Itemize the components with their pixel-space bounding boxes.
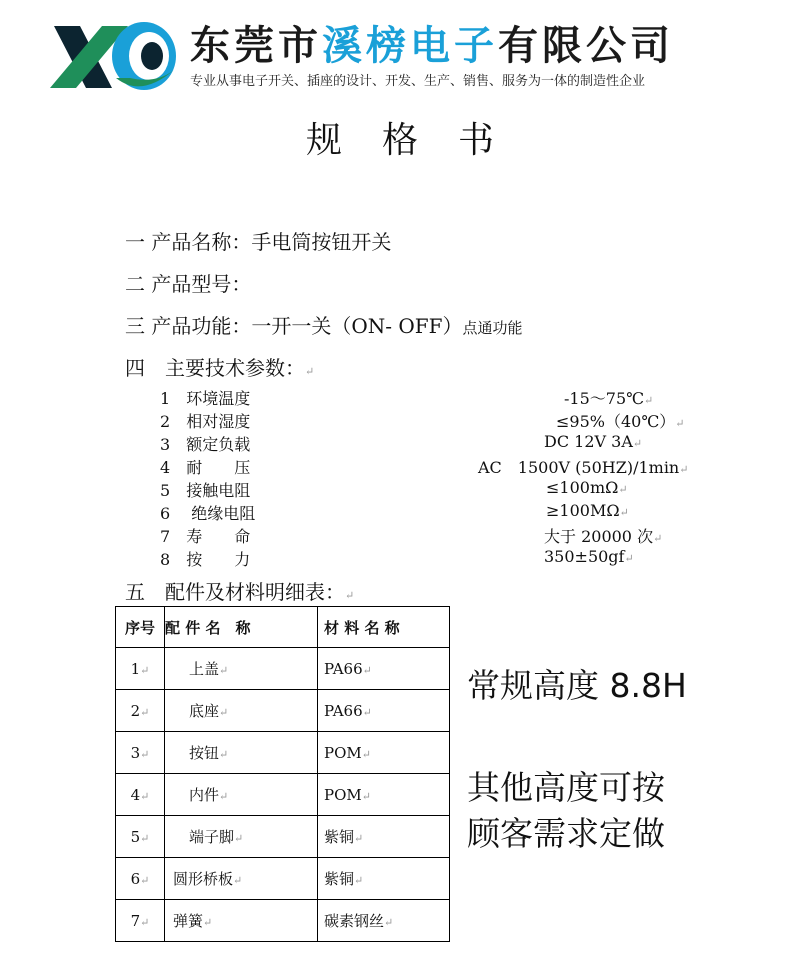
param-row bbox=[160, 501, 255, 524]
document-title: 规格书 bbox=[305, 120, 534, 161]
row-material: 碳素钢丝↵ bbox=[318, 900, 450, 942]
table-row bbox=[116, 774, 450, 816]
row-part: 端子脚↵ bbox=[165, 816, 318, 858]
table-row bbox=[116, 732, 450, 774]
return-mark: ↵ bbox=[305, 365, 315, 378]
row-material: POM↵ bbox=[318, 732, 450, 774]
company-name-highlight: 溪榜电子 bbox=[322, 23, 498, 69]
row-material: PA66↵ bbox=[318, 648, 450, 690]
param-value: ≤95%（40℃）↵ bbox=[556, 412, 685, 431]
section-product-model: 二 产品型号： bbox=[125, 272, 252, 296]
row-part: 上盖↵ bbox=[165, 648, 318, 690]
header-part: 配 件 名 称 bbox=[165, 607, 318, 648]
row-no: 7↵ bbox=[116, 900, 165, 942]
row-part: 按钮↵ bbox=[165, 732, 318, 774]
param-name: 额定负载 bbox=[186, 435, 251, 454]
param-row bbox=[160, 455, 250, 478]
row-no: 2↵ bbox=[116, 690, 165, 732]
param-value: DC 12V 3A↵ bbox=[544, 432, 643, 451]
row-part: 弹簧↵ bbox=[165, 900, 318, 942]
table-row bbox=[116, 858, 450, 900]
row-no: 5↵ bbox=[116, 816, 165, 858]
param-row bbox=[160, 386, 250, 409]
company-name-suffix: 有限公司 bbox=[498, 23, 674, 69]
param-value: 大于 20000 次↵ bbox=[544, 527, 663, 546]
header-no: 序号 bbox=[116, 607, 165, 648]
section-product-function bbox=[125, 310, 523, 339]
technical-params-heading: 四 主要技术参数： bbox=[125, 356, 305, 380]
header-material: 材 料 名 称 bbox=[318, 607, 450, 648]
section-parts-list bbox=[125, 576, 354, 605]
parts-list-heading: 五 配件及材料明细表： bbox=[125, 580, 345, 604]
param-name: 接触电阻 bbox=[186, 481, 251, 500]
param-no: 3 bbox=[160, 435, 171, 454]
row-no: 1↵ bbox=[116, 648, 165, 690]
product-function-note: 点通功能 bbox=[462, 319, 523, 337]
param-row bbox=[160, 547, 250, 570]
param-no: 7 bbox=[160, 527, 171, 546]
row-no: 6↵ bbox=[116, 858, 165, 900]
param-name: 绝缘电阻 bbox=[186, 504, 256, 523]
param-row bbox=[160, 524, 250, 547]
param-no: 4 bbox=[160, 458, 171, 477]
row-part: 圆形桥板↵ bbox=[165, 858, 318, 900]
param-name: 寿 命 bbox=[186, 527, 251, 546]
param-value: ≤100mΩ↵ bbox=[546, 478, 628, 497]
param-value: ≥100MΩ↵ bbox=[546, 501, 629, 520]
table-row bbox=[116, 648, 450, 690]
parts-table bbox=[115, 606, 450, 942]
row-no: 4↵ bbox=[116, 774, 165, 816]
param-no: 2 bbox=[160, 412, 171, 431]
table-header-row bbox=[116, 607, 450, 648]
row-material: PA66↵ bbox=[318, 690, 450, 732]
param-value: AC 1500V (50HZ)/1min↵ bbox=[478, 458, 689, 477]
param-value: -15～75℃↵ bbox=[564, 389, 654, 408]
row-material: 紫铜↵ bbox=[318, 858, 450, 900]
company-name bbox=[190, 14, 674, 71]
row-part: 底座↵ bbox=[165, 690, 318, 732]
table-row bbox=[116, 900, 450, 942]
side-note-custom-2: 顾客需求定做 bbox=[467, 814, 665, 853]
product-function-text: 三 产品功能：一开一关（ON- OFF） bbox=[125, 314, 463, 338]
param-value: 350±50gf↵ bbox=[544, 547, 634, 566]
param-name: 按 力 bbox=[186, 550, 251, 569]
company-tagline: 专业从事电子开关、插座的设计、开发、生产、销售、服务为一体的制造性企业 bbox=[190, 74, 646, 89]
section-technical-params bbox=[125, 352, 314, 381]
table-row bbox=[116, 690, 450, 732]
company-name-prefix: 东莞市 bbox=[190, 23, 322, 69]
param-no: 6 bbox=[160, 504, 171, 523]
param-name: 相对湿度 bbox=[186, 412, 251, 431]
table-row bbox=[116, 816, 450, 858]
param-no: 1 bbox=[160, 389, 171, 408]
param-name: 环境温度 bbox=[186, 389, 251, 408]
side-note-height: 常规高度 8.8H bbox=[467, 666, 687, 705]
row-material: POM↵ bbox=[318, 774, 450, 816]
row-material: 紫铜↵ bbox=[318, 816, 450, 858]
param-name: 耐 压 bbox=[186, 458, 251, 477]
side-note-custom-1: 其他高度可按 bbox=[467, 768, 665, 807]
param-no: 5 bbox=[160, 481, 171, 500]
row-no: 3↵ bbox=[116, 732, 165, 774]
company-logo bbox=[46, 18, 180, 96]
param-row bbox=[160, 409, 250, 432]
param-row bbox=[160, 432, 250, 455]
param-no: 8 bbox=[160, 550, 171, 569]
section-product-name: 一 产品名称：手电筒按钮开关 bbox=[125, 230, 392, 254]
return-mark: ↵ bbox=[345, 589, 355, 602]
param-row bbox=[160, 478, 250, 501]
row-part: 内件↵ bbox=[165, 774, 318, 816]
